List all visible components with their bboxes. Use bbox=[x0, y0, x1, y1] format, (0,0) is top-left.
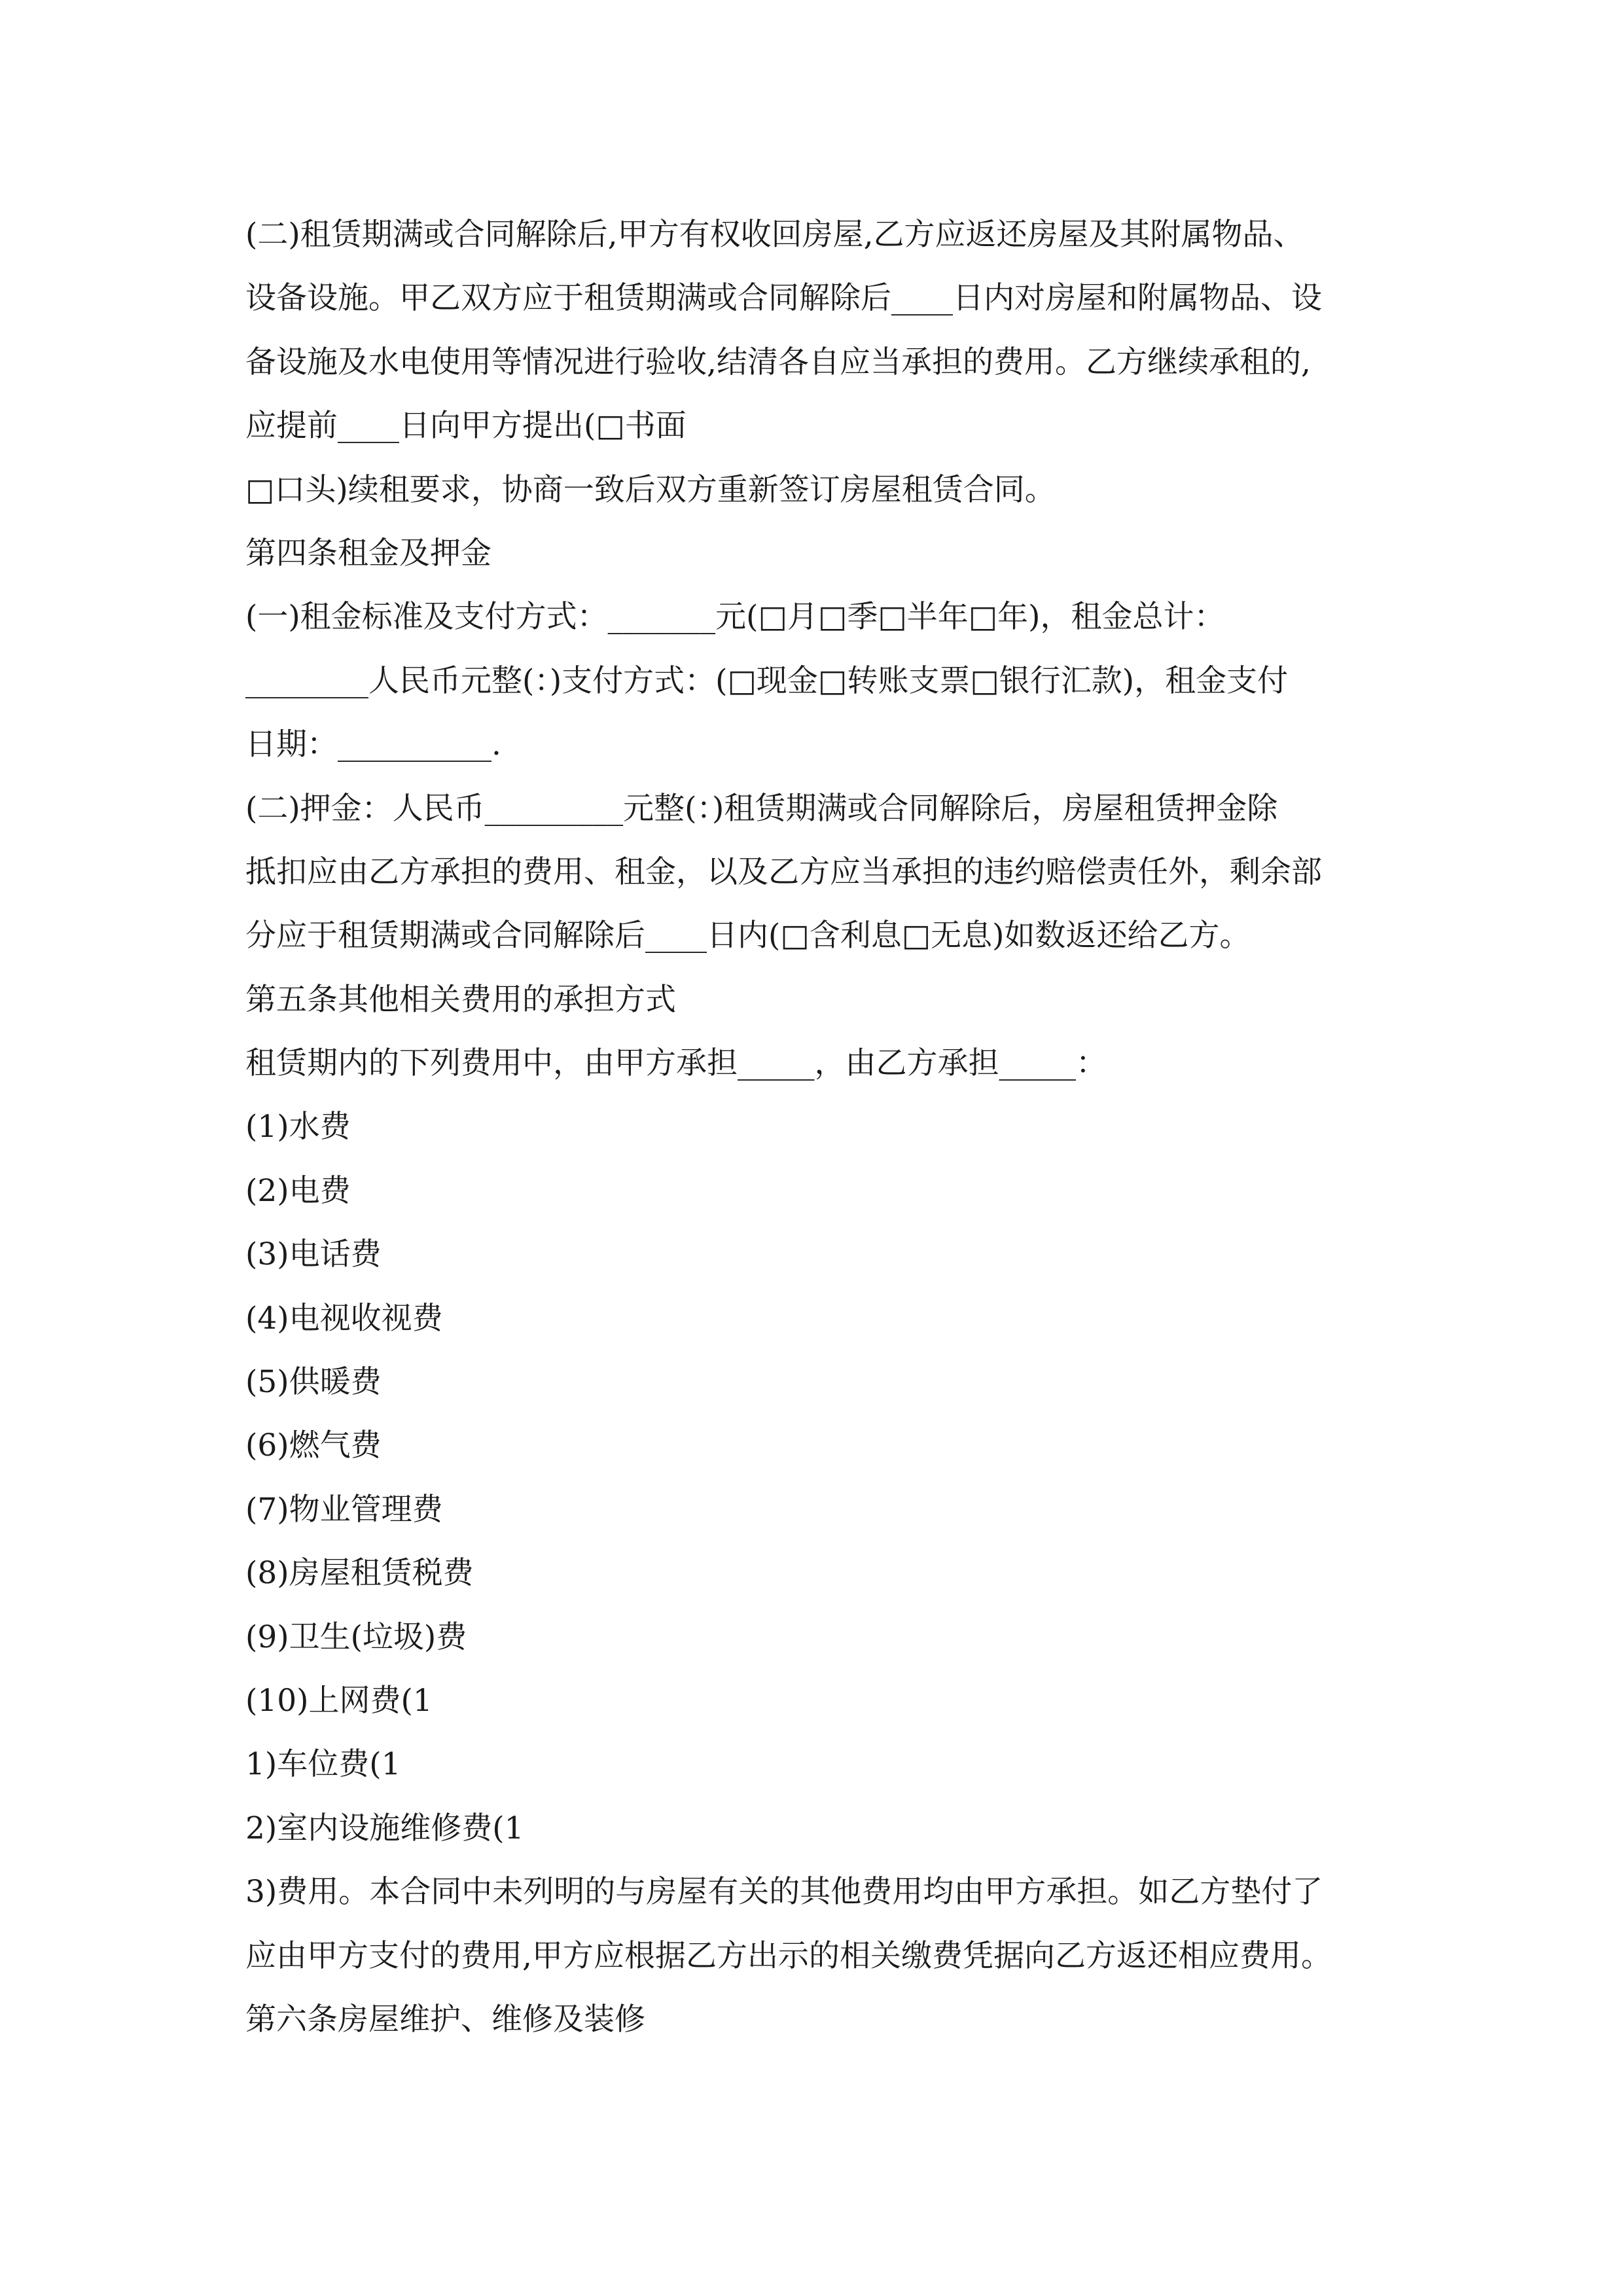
section-heading: 第四条租金及押金 bbox=[245, 535, 491, 571]
fee-list-item: (8)房屋租赁税费 bbox=[245, 1555, 474, 1592]
text-line: 设备设施。甲乙双方应于租赁期满或合同解除后____日内对房屋和附属物品、设 bbox=[245, 280, 1322, 317]
fee-list-item: (5)供暖费 bbox=[245, 1364, 382, 1401]
text-line: ________人民币元整(：)支付方式：(□现金□转账支票□银行汇款)，租金支付 bbox=[245, 662, 1289, 699]
fee-list-item: (2)电费 bbox=[245, 1172, 351, 1209]
text-line: (二)押金：人民币_________元整(：)租赁期满或合同解除后，房屋租赁押金除 bbox=[245, 790, 1278, 827]
text-line: □口头)续租要求，协商一致后双方重新签订房屋租赁合同。 bbox=[245, 471, 1056, 508]
section-heading: 第五条其他相关费用的承担方式 bbox=[245, 981, 676, 1018]
fee-list-item: (7)物业管理费 bbox=[245, 1491, 443, 1528]
fee-list-item: (9)卫生(垃圾)费 bbox=[245, 1619, 467, 1655]
section-heading: 第六条房屋维护、维修及装修 bbox=[245, 2001, 645, 2037]
fee-list-item: (10)上网费(1 bbox=[245, 1682, 433, 1719]
contract-text-body bbox=[245, 203, 1397, 2051]
fee-list-item: (4)电视收视费 bbox=[245, 1300, 443, 1336]
fee-list-item: 1)车位费(1 bbox=[245, 1746, 401, 1783]
fee-list-item: (1)水费 bbox=[245, 1109, 351, 1145]
text-line: 备设施及水电使用等情况进行验收,结清各自应当承担的费用。乙方继续承租的, bbox=[245, 344, 1311, 380]
fee-list-item: (3)电话费 bbox=[245, 1236, 382, 1273]
text-line: (二)租赁期满或合同解除后,甲方有权收回房屋,乙方应返还房屋及其附属物品、 bbox=[245, 217, 1304, 253]
text-line: 租赁期内的下列费用中，由甲方承担_____，由乙方承担_____： bbox=[245, 1045, 1107, 1082]
text-line: 抵扣应由乙方承担的费用、租金，以及乙方应当承担的违约赔偿责任外，剩余部 bbox=[245, 853, 1322, 890]
text-line: (一)租金标准及支付方式：_______元(□月□季□半年□年)，租金总计： bbox=[245, 599, 1225, 636]
fee-list-item: 2)室内设施维修费(1 bbox=[245, 1810, 524, 1846]
text-line: 3)费用。本合同中未列明的与房屋有关的其他费用均由甲方承担。如乙方垫付了 bbox=[245, 1874, 1323, 1910]
text-line: 应由甲方支付的费用,甲方应根据乙方出示的相关缴费凭据向乙方返还相应费用。 bbox=[245, 1937, 1332, 1974]
text-line: 分应于租赁期满或合同解除后____日内(□含利息□无息)如数返还给乙方。 bbox=[245, 918, 1251, 954]
text-line: 应提前____日向甲方提出(□书面 bbox=[245, 408, 687, 444]
text-line: 日期：__________. bbox=[245, 726, 501, 763]
fee-list-item: (6)燃气费 bbox=[245, 1427, 382, 1464]
